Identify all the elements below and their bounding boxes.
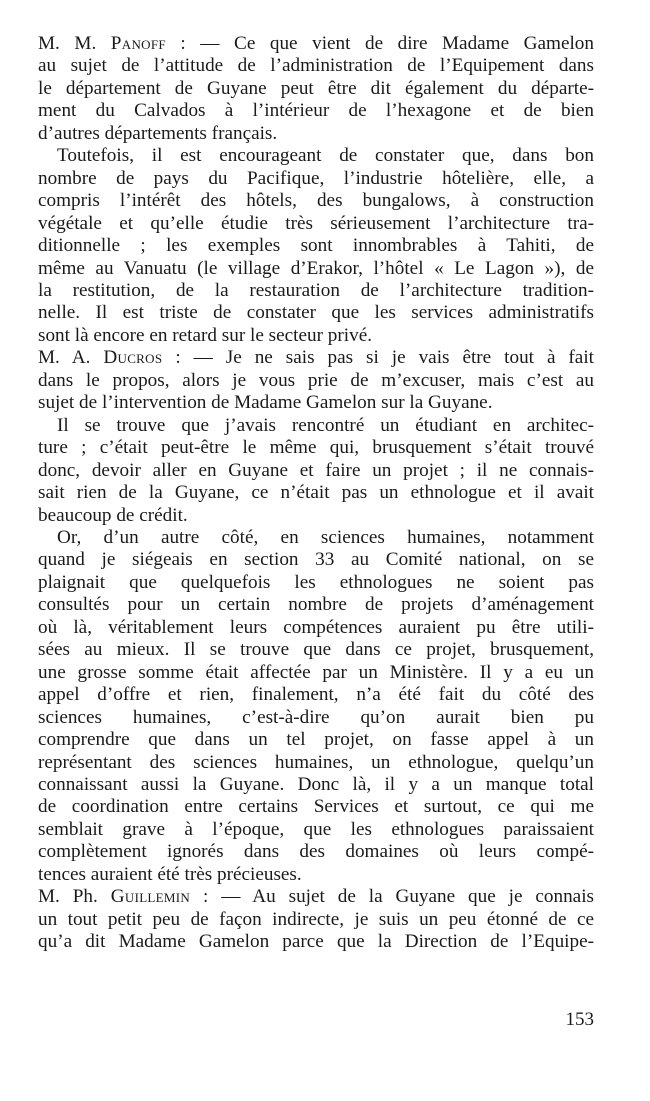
text-line: quand je siégeais en section 33 au Comité national, on se <box>38 549 594 571</box>
paragraph <box>38 886 594 953</box>
text-line: sciences humaines, c’est-à-dire qu’on aurait bien pu <box>38 706 594 728</box>
text-line: ditionnelle ; les exemples sont innombrables à Tahiti, de <box>38 235 594 257</box>
paragraph <box>38 347 594 414</box>
speech-ducros <box>38 347 594 886</box>
paragraph <box>38 145 594 347</box>
text-line: nelle. Il est triste de constater que les services administratifs <box>38 302 594 324</box>
text-line: qu’a dit Madame Gamelon parce que la Direction de l’Equipe- <box>38 931 594 953</box>
text-line: Toutefois, il est encourageant de constater que, dans bon <box>57 145 594 167</box>
paragraph <box>38 415 594 527</box>
text-line: au sujet de l’attitude de l’administration de l’Equipement dans <box>38 55 594 77</box>
text-line: la restitution, de la restauration de l’architecture tradition- <box>38 279 594 301</box>
text-line: semblait grave à l’époque, que les ethnologues paraissaient <box>38 818 594 840</box>
text-line: connaissant aussi la Guyane. Donc là, il y a un manque total <box>38 773 594 795</box>
text-line: Il se trouve que j’avais rencontré un étudiant en architec- <box>57 414 594 436</box>
text-line: où là, véritablement leurs compétences auraient pu être utili- <box>38 616 594 638</box>
text-line: le département de Guyane peut être dit également du départe- <box>38 77 594 99</box>
text-line: complètement ignorés dans des domaines où leurs compé- <box>38 841 594 863</box>
speech-guillemin <box>38 886 594 953</box>
page-body <box>38 33 594 954</box>
speaker-name: Panoff <box>110 33 166 54</box>
text-line: sont là encore en retard sur le secteur privé. <box>38 324 373 346</box>
text-line: ture ; c’était peut-être le même qui, brusquement s’était trouvé <box>38 437 594 459</box>
text-line: sait rien de la Guyane, ce n’était pas un ethnologue et il avait <box>38 482 594 504</box>
speech-panoff <box>38 33 594 347</box>
text-line: dans le propos, alors je vous prie de m’excuser, mais c’est au <box>38 369 594 391</box>
text-line: M. Ph. Guillemin : — Au sujet de la Guyane que je connais <box>38 886 595 908</box>
paragraph <box>38 527 594 886</box>
text-line: sées au mieux. Il se trouve que dans ce projet, brusquement, <box>38 639 594 661</box>
text-line: de coordination entre certains Services et surtout, ce qui me <box>38 796 594 818</box>
speaker-prefix: M. M. <box>38 33 111 54</box>
text-line: comprendre que dans un tel projet, on fasse appel à un <box>38 729 594 751</box>
text-line: une grosse somme était affectée par un Ministère. Il y a eu un <box>38 661 594 683</box>
text-line: végétale et qu’elle étudie très sérieusement l’architecture tra- <box>38 212 594 234</box>
text-line: appel d’offre et rien, finalement, n’a été fait du côté des <box>38 684 594 706</box>
text-line: ment du Calvados à l’intérieur de l’hexagone et de bien <box>38 100 594 122</box>
text-line: d’autres départements français. <box>38 122 278 144</box>
text-line: un tout petit peu de façon indirecte, je suis un peu étonné de ce <box>38 908 594 930</box>
text-line: représentant des sciences humaines, un ethnologue, quelqu’un <box>38 751 594 773</box>
text-line: tences auraient été très précieuses. <box>38 863 302 885</box>
text-line: M. M. Panoff : — Ce que vient de dire Madame Gamelon <box>38 33 594 54</box>
text-line: donc, devoir aller en Guyane et faire un projet ; il ne connais- <box>38 459 594 481</box>
text-line: compris l’intérêt des hôtels, des bungalows, à construction <box>38 190 594 212</box>
speaker-prefix: M. Ph. <box>38 886 111 908</box>
speaker-dash: : — <box>190 886 253 908</box>
speaker-dash: : — <box>165 33 235 54</box>
text-line: Or, d’un autre côté, en sciences humaines, notamment <box>57 526 594 548</box>
text-line: plaignait que quelquefois les ethnologues ne soient pas <box>38 571 594 593</box>
text-line: M. A. Ducros : — Je ne sais pas si je vais être tout à fait <box>38 347 594 369</box>
text-line: nombre de pays du Pacifique, l’industrie hôtelière, elle, a <box>38 167 594 189</box>
text-line: même au Vanuatu (le village d’Erakor, l’hôtel « Le Lagon »), de <box>38 257 594 279</box>
speaker-prefix: M. A. <box>38 347 104 369</box>
paragraph <box>38 33 594 145</box>
text-line: sujet de l’intervention de Madame Gamelon sur la Guyane. <box>38 392 493 414</box>
text-line: consultés pour un certain nombre de projets d’aménagement <box>38 594 594 616</box>
speaker-name: Guillemin <box>110 886 191 908</box>
text-line: beaucoup de crédit. <box>38 504 188 526</box>
page-number: 153 <box>565 1009 594 1030</box>
speaker-dash: : — <box>162 347 226 369</box>
speaker-name: Ducros <box>103 347 163 369</box>
